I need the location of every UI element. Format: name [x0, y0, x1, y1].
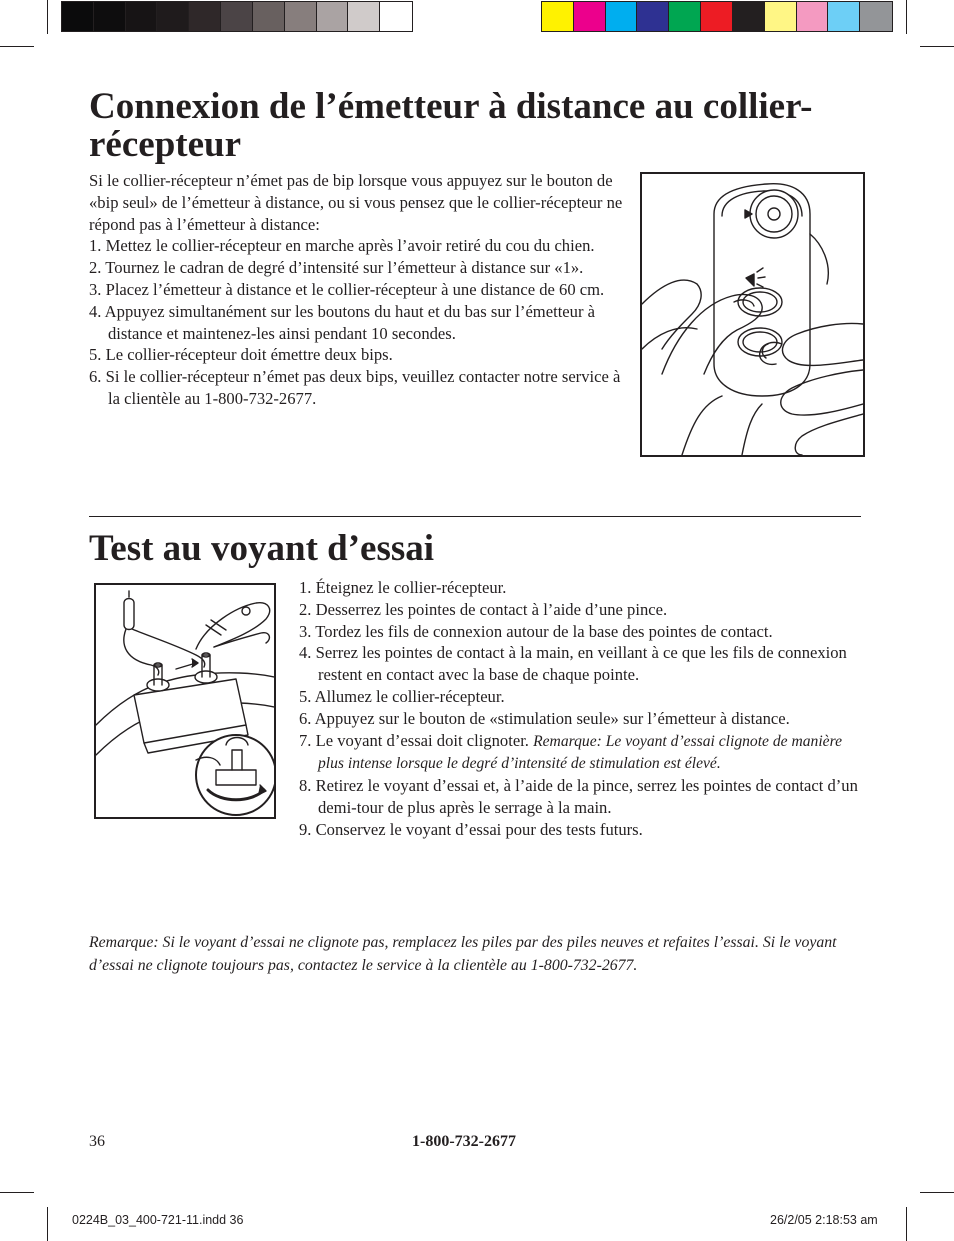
color-swatch [574, 2, 606, 31]
color-swatch [701, 2, 733, 31]
test-step: 4. Serrez les pointes de contact à la main, en veillant à ce que les fils de connexion restent en contact avec la base de chaque pointe. [299, 643, 847, 685]
color-swatch [828, 2, 860, 31]
test-step: 8. Retirez le voyant d’essai et, à l’aide de la pince, serrez les pointes de contact d’un demi-tour de plus après le serrage à la main. [299, 776, 858, 817]
connection-step: 6. Si le collier-récepteur n’émet pas deux bips, veuillez contacter notre service à la clientèle au 1-800-732-2677. [89, 367, 621, 408]
remote-transmitter-illustration [640, 172, 865, 457]
test-light-instructions [299, 577, 859, 841]
slug-timestamp: 26/2/05 2:18:53 am [770, 1213, 878, 1227]
color-swatch [669, 2, 701, 31]
color-swatch [860, 2, 892, 31]
gray-swatch [94, 2, 126, 31]
connection-instructions [89, 170, 624, 410]
section-divider [89, 516, 861, 517]
crop-mark-top-right-h [920, 46, 954, 47]
crop-mark-top-left-h [0, 46, 34, 47]
connection-step: 2. Tournez le cadran de degré d’intensité sur l’émetteur à distance sur «1». [89, 258, 584, 278]
section-title-test-light: Test au voyant d’essai [89, 528, 435, 569]
color-swatch [542, 2, 574, 31]
connection-steps [89, 235, 624, 409]
test-step: 2. Desserrez les pointes de contact à l’aide d’une pince. [299, 599, 668, 619]
connection-step: 4. Appuyez simultanément sur les boutons du haut et du bas sur l’émetteur à distance et maintenez-les ainsi pendant 10 secondes. [89, 301, 596, 343]
crop-mark-bottom-left-v [47, 1207, 48, 1241]
gray-swatch [348, 2, 380, 31]
collar-test-light-illustration [94, 583, 276, 819]
gray-swatch [189, 2, 221, 31]
test-step [299, 730, 859, 776]
test-light-steps [299, 577, 859, 841]
color-swatch [733, 2, 765, 31]
color-swatch [797, 2, 829, 31]
crop-mark-top-right-v [906, 0, 907, 34]
gray-swatch [380, 2, 412, 31]
grayscale-color-bar [61, 1, 413, 32]
gray-swatch [221, 2, 253, 31]
gray-swatch [126, 2, 158, 31]
connection-step: 5. Le collier-récepteur doit émettre deux bips. [89, 345, 393, 365]
gray-swatch [253, 2, 285, 31]
section-title-connection: Connexion de l’émetteur à distance au collier-récepteur [89, 86, 813, 166]
crop-mark-bottom-left-h [0, 1192, 34, 1193]
connection-step: 3. Placez l’émetteur à distance et le collier-récepteur à une distance de 60 cm. [89, 279, 605, 299]
connection-step: 1. Mettez le collier-récepteur en marche après l’avoir retiré du cou du chien. [89, 236, 595, 256]
test-step-7-text: 7. Le voyant d’essai doit clignoter. [299, 730, 534, 750]
test-step-7-note: Remarque: Le voyant d’essai clignote de manière plus intense lorsque le degré d’intensité de stimulation est élevé. [318, 732, 843, 773]
footer-phone-number: 1-800-732-2677 [412, 1133, 516, 1150]
crop-mark-bottom-right-h [920, 1192, 954, 1193]
crop-mark-bottom-right-v [906, 1207, 907, 1241]
color-swatch [606, 2, 638, 31]
color-swatch [765, 2, 797, 31]
test-step: 1. Éteignez le collier-récepteur. [299, 578, 507, 597]
test-step: 9. Conservez le voyant d’essai pour des tests futurs. [299, 819, 643, 839]
page-number: 36 [89, 1133, 105, 1150]
closing-remark: Remarque: Si le voyant d’essai ne clignote pas, remplacez les piles par des piles neuves et refaites l’essai. Si le voyant d’essai ne clignote toujours pas, contactez le service à la clientèle au 1-800-732-2677. [89, 934, 837, 974]
color-swatch [637, 2, 669, 31]
test-step: 5. Allumez le collier-récepteur. [299, 686, 505, 706]
gray-swatch [157, 2, 189, 31]
test-step: 3. Tordez les fils de connexion autour de la base des pointes de contact. [299, 621, 773, 641]
collar-and-pliers-drawing [96, 585, 274, 817]
process-color-bar [541, 1, 893, 32]
connection-intro: Si le collier-récepteur n’émet pas de bip lorsque vous appuyez sur le bouton de «bip seul» de l’émetteur à distance, ou si vous pensez que le collier-récepteur ne répond pas à l’émetteur à distance: [89, 171, 623, 234]
slug-filename: 0224B_03_400-721-11.indd 36 [72, 1213, 244, 1227]
gray-swatch [285, 2, 317, 31]
gray-swatch [62, 2, 94, 31]
gray-swatch [317, 2, 349, 31]
crop-mark-top-left-v [47, 0, 48, 34]
hand-holding-remote-drawing [642, 174, 863, 455]
test-step: 6. Appuyez sur le bouton de «stimulation seule» sur l’émetteur à distance. [299, 708, 790, 728]
